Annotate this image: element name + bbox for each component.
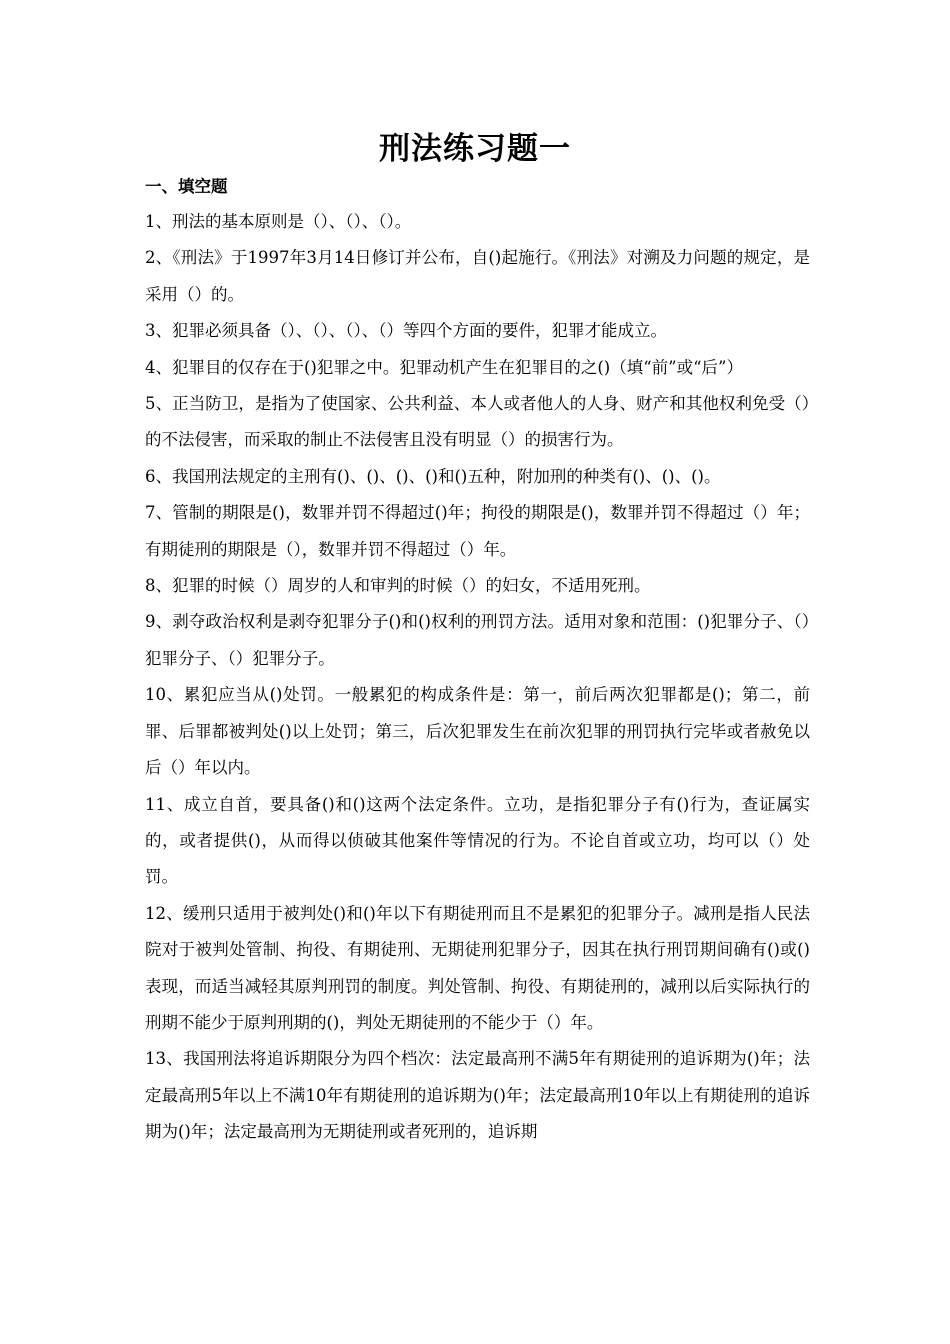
question-3: 3、犯罪必须具备（）、（）、（）、（）等四个方面的要件，犯罪才能成立。 bbox=[145, 321, 667, 341]
question-4: 4、犯罪目的仅存在于()犯罪之中。犯罪动机产生在犯罪目的之()（填“前”或“后”） bbox=[145, 357, 743, 377]
question-5: 5、正当防卫，是指为了使国家、公共利益、本人或者他人的人身、财产和其他权利免受（）的不法侵害，而采取的制止不法侵害且没有明显（）的损害行为。 bbox=[145, 394, 810, 450]
question-8: 8、犯罪的时候（）周岁的人和审判的时候（）的妇女，不适用死刑。 bbox=[145, 576, 651, 596]
question-13: 13、我国刑法将追诉期限分为四个档次：法定最高刑不满5年有期徒刑的追诉期为()年；法定最高刑5年以上不满10年有期徒刑的追诉期为()年；法定最高刑10年以上有期徒刑的追诉期为()年；法定最高刑为无期徒刑或者死刑的，追诉期 bbox=[145, 1049, 810, 1142]
document-title: 刑法练习题一 bbox=[379, 131, 571, 167]
document-body bbox=[145, 170, 810, 1151]
question-6: 6、我国刑法规定的主刑有()、()、()、()和()五种，附加刑的种类有()、()、()。 bbox=[145, 466, 721, 486]
question-10: 10、累犯应当从()处罚。一般累犯的构成条件是：第一，前后两次犯罪都是()；第二，前罪、后罪都被判处()以上处罚；第三，后次犯罪发生在前次犯罪的刑罚执行完毕或者赦免以后（）年以内。 bbox=[145, 685, 810, 778]
question-12: 12、缓刑只适用于被判处()和()年以下有期徒刑而且不是累犯的犯罪分子。减刑是指人民法院对于被判处管制、拘役、有期徒刑、无期徒刑犯罪分子，因其在执行刑罚期间确有()或()表现，而适当减轻其原判刑罚的制度。判处管制、拘役、有期徒刑的，减刑以后实际执行的刑期不能少于原判刑期的()，判处无期徒刑的不能少于（）年。 bbox=[145, 903, 810, 1032]
section-heading: 一、填空题 bbox=[145, 177, 228, 196]
question-7: 7、管制的期限是()，数罪并罚不得超过()年；拘役的期限是()，数罪并罚不得超过（）年；有期徒刑的期限是（），数罪并罚不得超过（）年。 bbox=[145, 503, 810, 559]
question-9: 9、剥夺政治权利是剥夺犯罪分子()和()权利的刑罚方法。适用对象和范围：()犯罪分子、（）犯罪分子、（）犯罪分子。 bbox=[145, 612, 810, 668]
question-1: 1、刑法的基本原则是（）、（）、（）。 bbox=[145, 212, 412, 231]
question-2: 2、《刑法》于1997年3月14日修订并公布，自()起施行。《刑法》对溯及力问题的规定，是采用（）的。 bbox=[145, 248, 810, 304]
question-11: 11、成立自首，要具备()和()这两个法定条件。立功，是指犯罪分子有()行为，查证属实的，或者提供()，从而得以侦破其他案件等情况的行为。不论自首或立功，均可以（）处罚。 bbox=[145, 794, 810, 887]
